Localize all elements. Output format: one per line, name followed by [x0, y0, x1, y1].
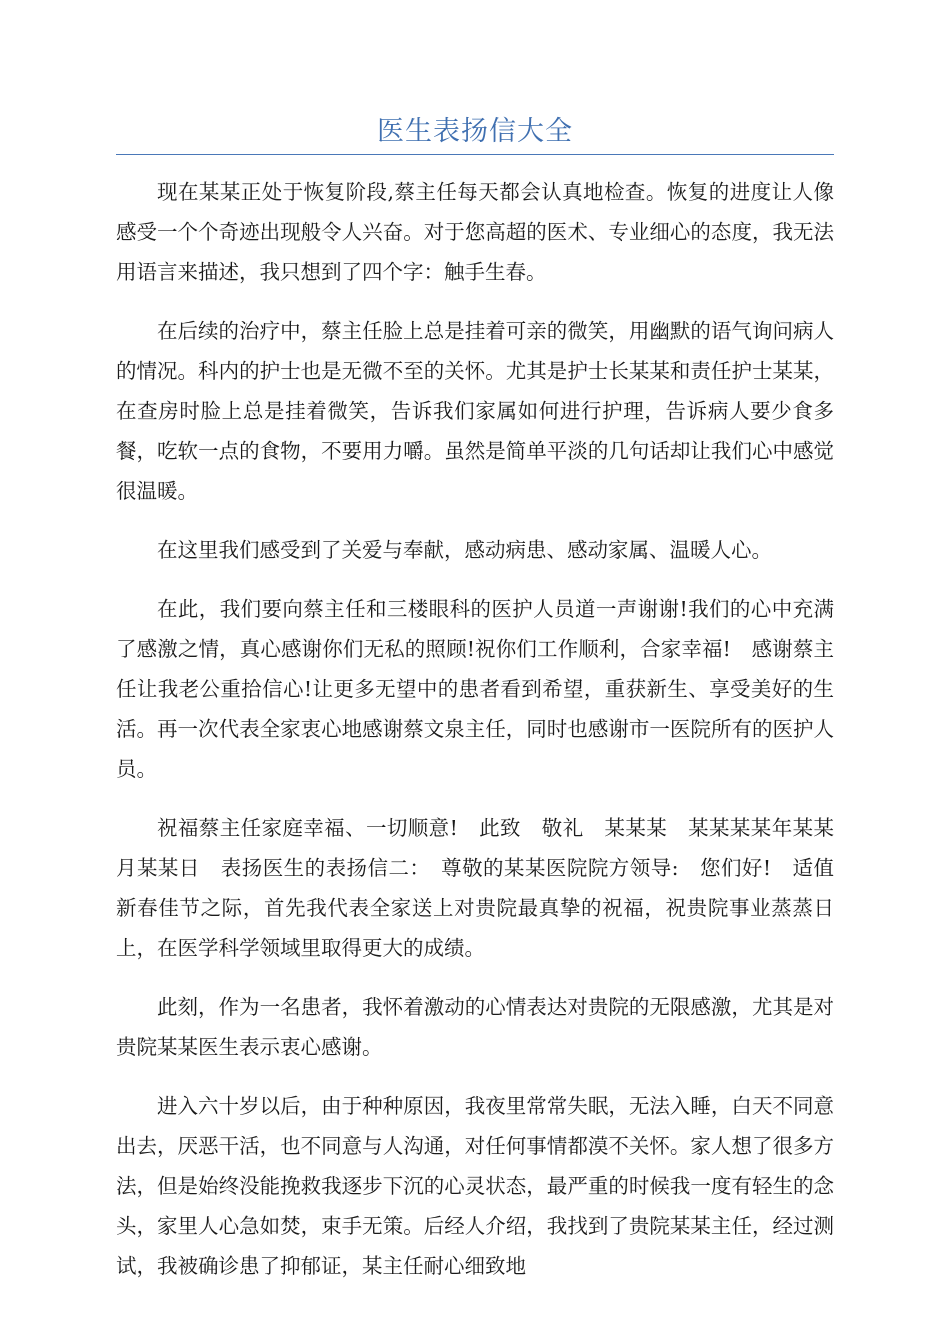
paragraph-4: 在此，我们要向蔡主任和三楼眼科的医护人员道一声谢谢!我们的心中充满了感激之情，真心感谢你们无私的照顾!祝你们工作顺利，合家幸福! 感谢蔡主任让我老公重拾信心!让更多无望中的患者看到希望，重获新生、享受美好的生活。再一次代表全家衷心地感谢蔡文泉主任，同时也感谢市一医院所有的医护人员。 — [116, 597, 834, 781]
document-title: 医生表扬信大全 — [377, 116, 573, 147]
document-body — [116, 172, 834, 1305]
title-underline — [116, 154, 834, 155]
paragraph-1: 现在某某正处于恢复阶段,蔡主任每天都会认真地检查。恢复的进度让人像感受一个个奇迹出现般令人兴奋。对于您高超的医术、专业细心的态度，我无法用语言来描述，我只想到了四个字：触手生春。 — [116, 180, 834, 284]
paragraph-2: 在后续的治疗中，蔡主任脸上总是挂着可亲的微笑，用幽默的语气询问病人的情况。科内的护士也是无微不至的关怀。尤其是护士长某某和责任护士某某，在查房时脸上总是挂着微笑，告诉我们家属如何进行护理，告诉病人要少食多餐，吃软一点的食物，不要用力嚼。虽然是简单平淡的几句话却让我们心中感觉很温暖。 — [116, 319, 834, 503]
paragraph-6: 此刻，作为一名患者，我怀着激动的心情表达对贵院的无限感激，尤其是对贵院某某医生表示衷心感谢。 — [116, 995, 834, 1059]
paragraph-5: 祝福蔡主任家庭幸福、一切顺意! 此致 敬礼 某某某 某某某某年某某月某某日 表扬医生的表扬信二： 尊敬的某某医院院方领导: 您们好! 适值新春佳节之际，首先我代表全家送上对贵院最真挚的祝福，祝贵院事业蒸蒸日上，在医学科学领域里取得更大的成绩。 — [116, 816, 834, 960]
paragraph-7: 进入六十岁以后，由于种种原因，我夜里常常失眠，无法入睡，白天不同意出去，厌恶干活，也不同意与人沟通，对任何事情都漠不关怀。家人想了很多方法，但是始终没能挽救我逐步下沉的心灵状态，最严重的时候我一度有轻生的念头，家里人心急如焚，束手无策。后经人介绍，我找到了贵院某某主任，经过测试，我被确诊患了抑郁证，某主任耐心细致地 — [116, 1094, 834, 1278]
paragraph-3: 在这里我们感受到了关爱与奉献，感动病患、感动家属、温暖人心。 — [157, 538, 772, 562]
